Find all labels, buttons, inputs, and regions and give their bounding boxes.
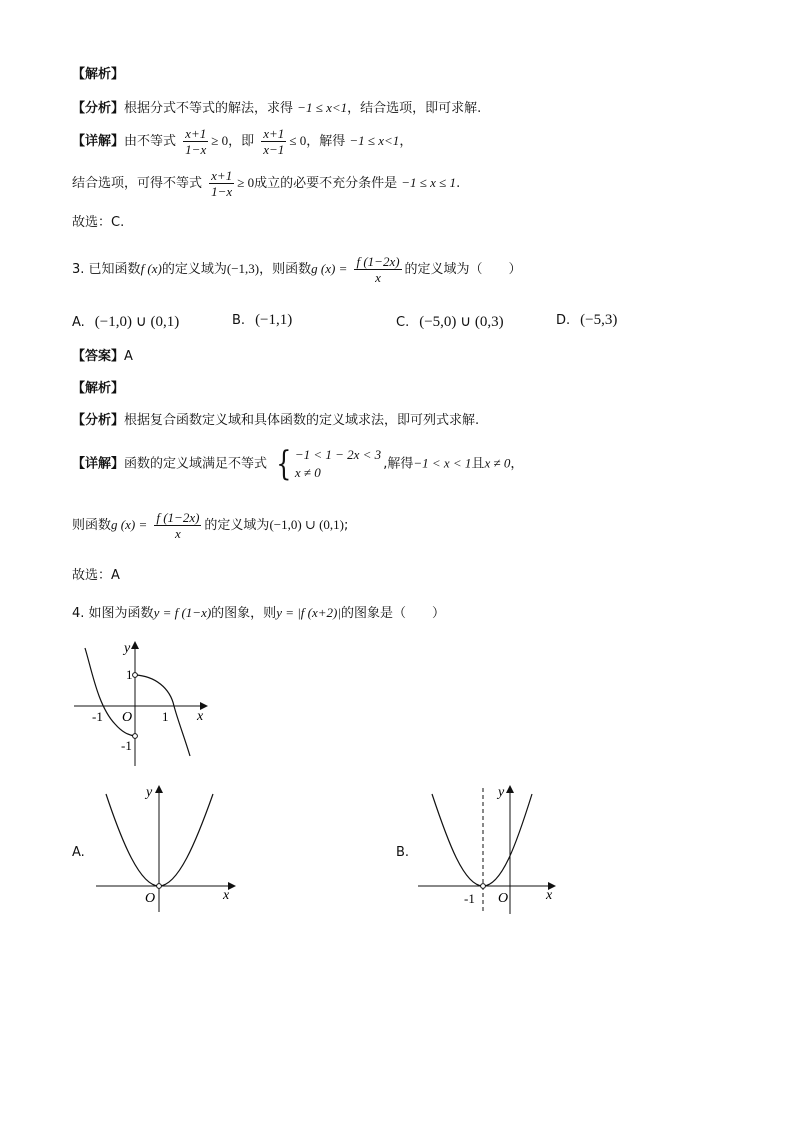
graph-main bbox=[70, 636, 220, 771]
q3-option-a: A. (−1,0) ∪ (0,1) bbox=[72, 314, 180, 330]
origin-label: O bbox=[122, 710, 133, 725]
q3-answer-choice: 故选：A bbox=[72, 568, 120, 583]
prev-answer-choice: 故选：C. bbox=[72, 215, 125, 230]
jiexi-heading: 【解析】 bbox=[72, 67, 125, 82]
q3-option-c: C. (−5,0) ∪ (0,3) bbox=[396, 314, 504, 330]
q3-detail: 【详解】函数的定义域满足不等式 { −1 < 1 − 2x < 3 x ≠ 0 ,解得−1 < x < 1且x ≠ 0， bbox=[72, 444, 524, 484]
q3-answer: 【答案】A bbox=[72, 349, 133, 364]
x-tick-neg1: -1 bbox=[464, 891, 475, 906]
q3-analysis: 【分析】根据复合函数定义域和具体函数的定义域求法，即可列式求解. bbox=[72, 413, 480, 428]
fraction: $\frac{x+1}{x-1}$ bbox=[263, 126, 285, 157]
fraction: $\frac{f (1-2x)}{x}$ bbox=[356, 254, 400, 285]
y-axis-label: y bbox=[498, 785, 505, 800]
q3-option-b: B. (−1,1) bbox=[232, 312, 293, 328]
graph-option-a bbox=[92, 782, 242, 912]
x-tick-1: 1 bbox=[162, 709, 169, 724]
x-axis-label: x bbox=[546, 888, 553, 903]
q3-jiexi-heading: 【解析】 bbox=[72, 381, 125, 396]
q4-option-a-label: A. bbox=[72, 845, 85, 860]
prev-analysis: 【分析】根据分式不等式的解法，求得 −1 ≤ x<1，结合选项，即可求解. bbox=[72, 100, 482, 116]
q4-option-b-label: B. bbox=[396, 845, 410, 860]
graph-option-b bbox=[414, 782, 564, 917]
fraction: $\frac{x+1}{1-x}$ bbox=[211, 168, 233, 199]
x-axis-label: x bbox=[197, 709, 204, 724]
inequality-system: { −1 < 1 − 2x < 3 x ≠ 0 bbox=[276, 444, 382, 484]
y-axis-label: y bbox=[146, 785, 153, 800]
q3-stem: 3. 已知函数f (x)的定义域为(−1,3)，则函数g (x) = $\frac{f (1-2x)}{x}$ 的定义域为（ ） bbox=[72, 254, 522, 285]
x-tick-neg1: -1 bbox=[92, 709, 103, 724]
origin-label: O bbox=[498, 891, 509, 906]
prev-combine: 结合选项，可得不等式 $\frac{x+1}{1-x}$ ≥ 0成立的必要不充分条件是 −1 ≤ x ≤ 1. bbox=[72, 168, 461, 199]
y-tick-1: 1 bbox=[126, 667, 133, 682]
y-tick-neg1: -1 bbox=[121, 738, 132, 753]
q3-conclusion: 则函数g (x) = $\frac{f (1-2x)}{x}$ 的定义域为(−1,0) ∪ (0,1); bbox=[72, 510, 349, 541]
prev-detail: 【详解】由不等式 $\frac{x+1}{1-x}$ ≥ 0，即 $\frac{x+1}{x-1}$ ≤ 0，解得 −1 ≤ x<1， bbox=[72, 126, 413, 157]
fraction: $\frac{x+1}{1-x}$ bbox=[185, 126, 207, 157]
x-axis-label: x bbox=[223, 888, 230, 903]
q4-stem: 4. 如图为函数y = f (1−x)的图象，则y = |f (x+2)|的图象是（ ） bbox=[72, 605, 445, 621]
y-axis-label: y bbox=[124, 641, 131, 656]
origin-label: O bbox=[145, 891, 156, 906]
q3-option-d: D. (−5,3) bbox=[556, 312, 618, 328]
fraction: $\frac{f (1-2x)}{x}$ bbox=[156, 510, 200, 541]
